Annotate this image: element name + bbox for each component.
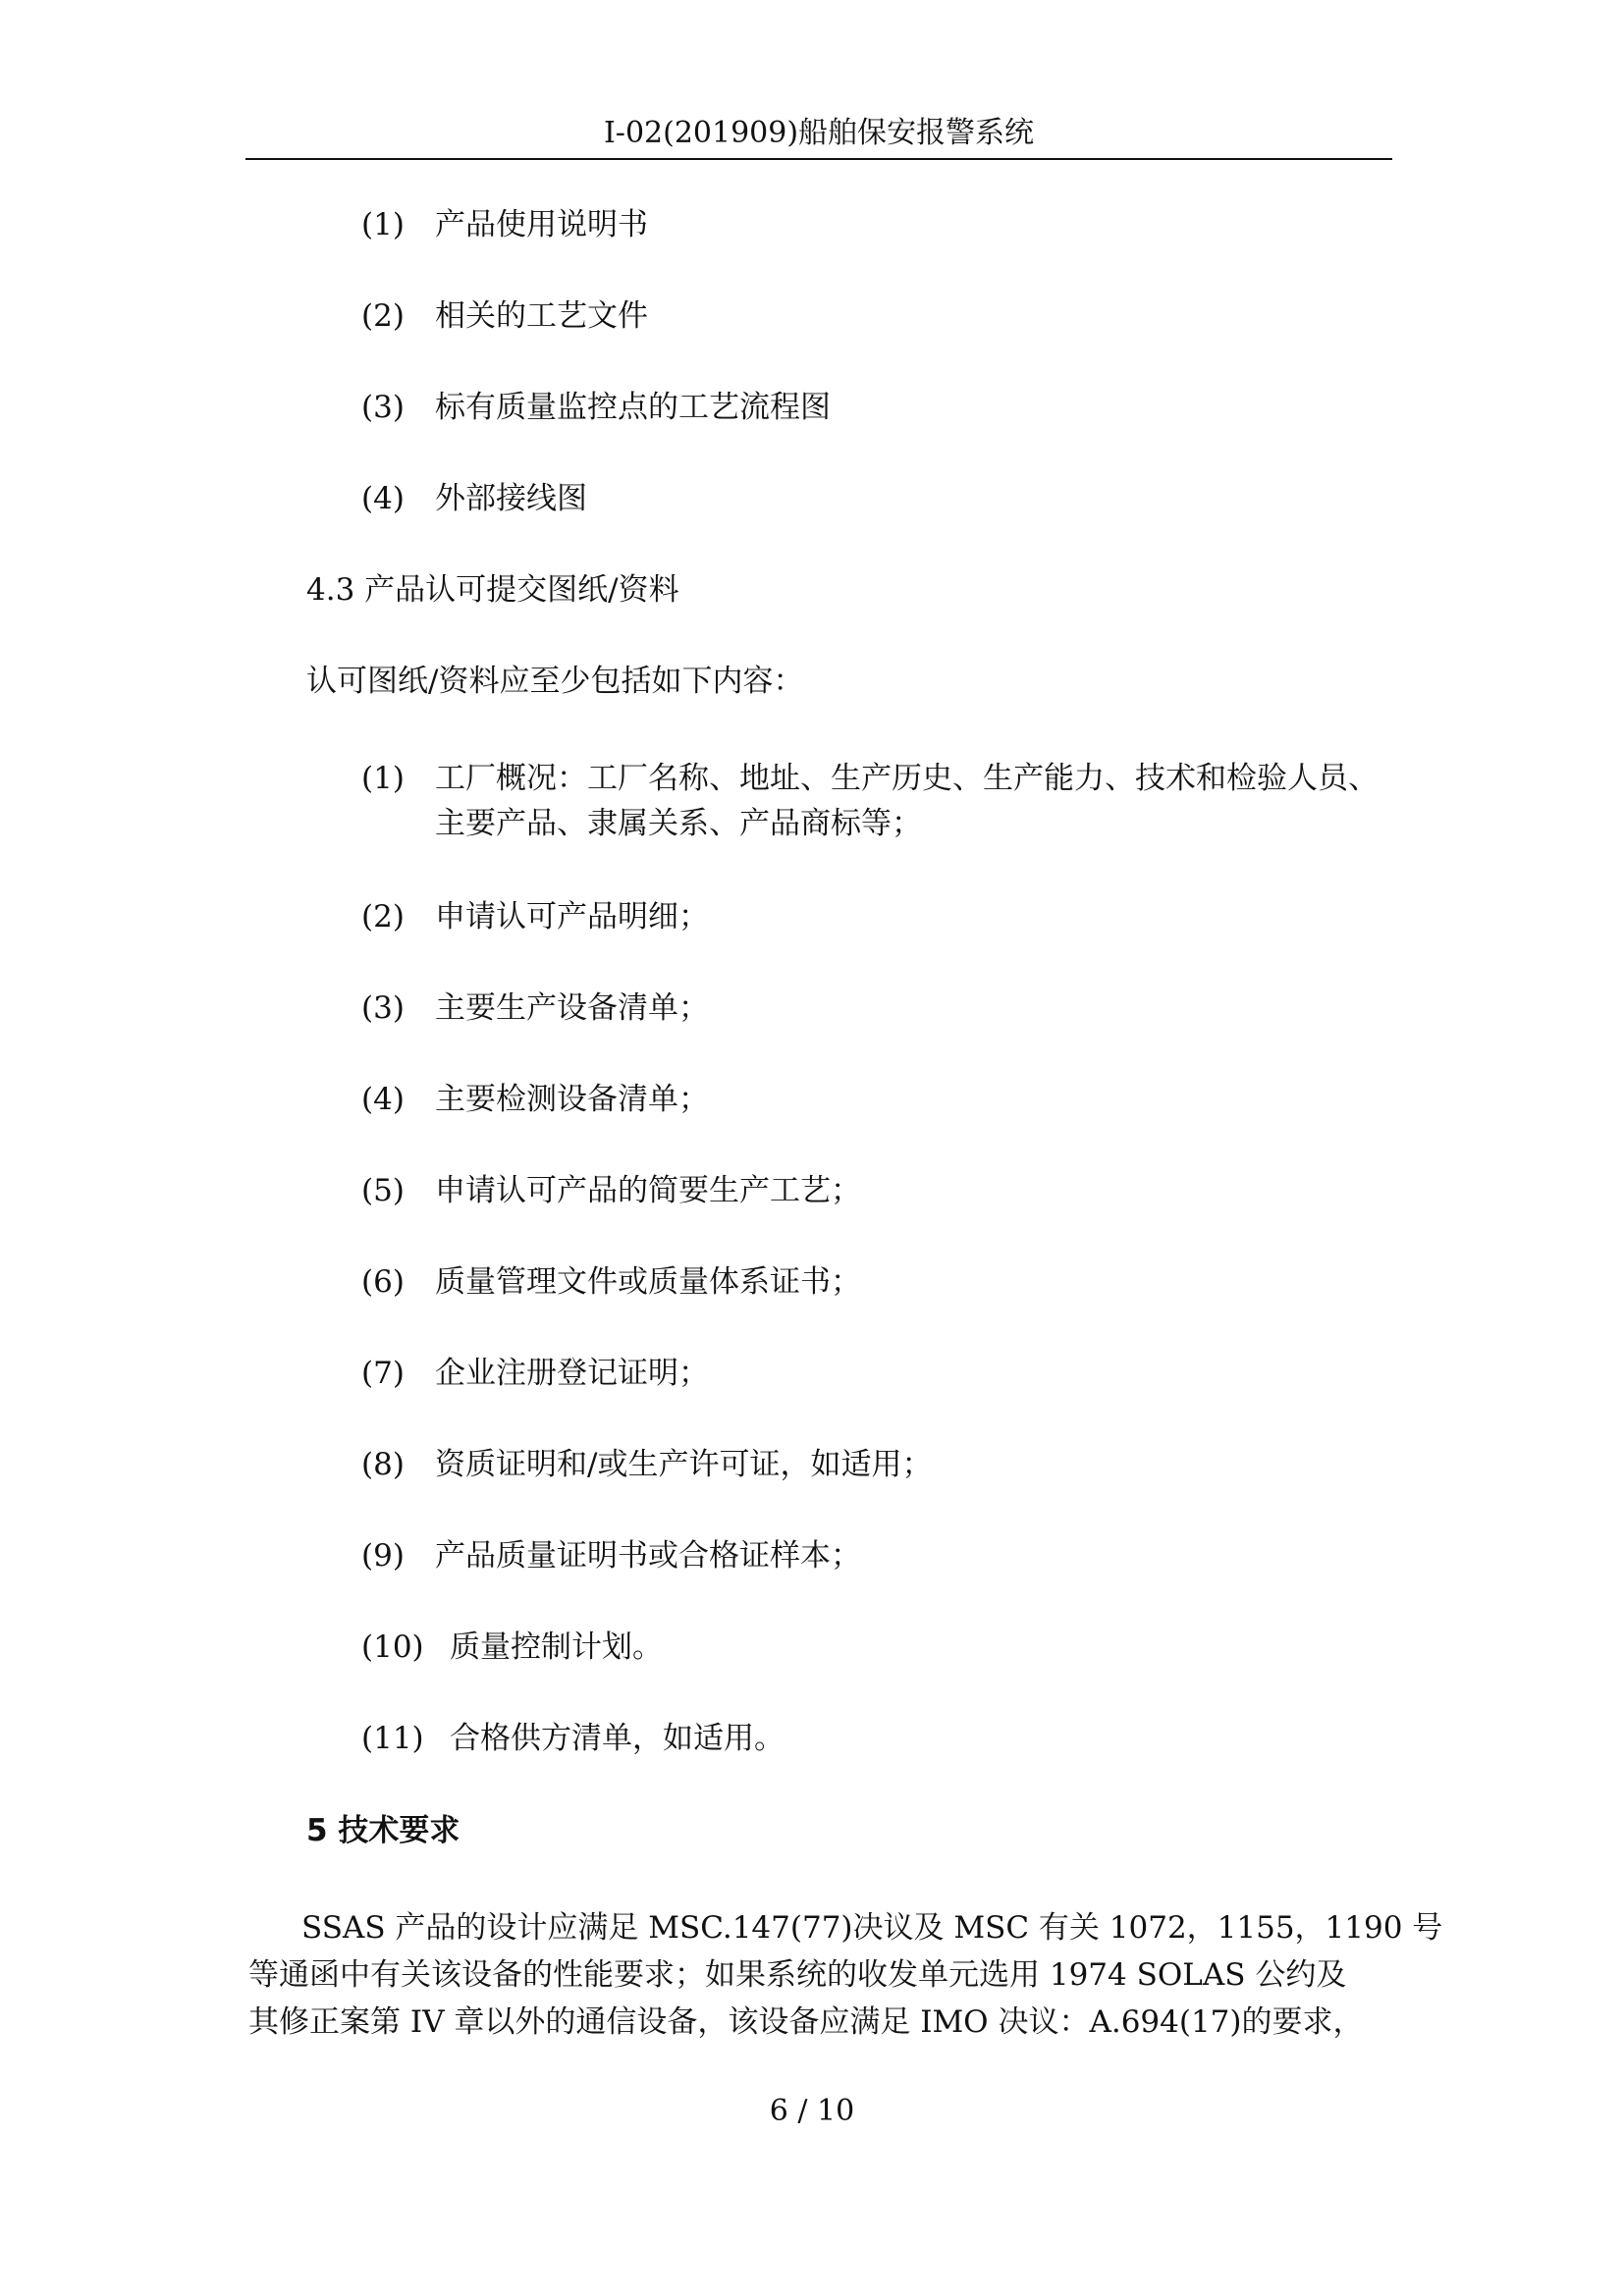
list-item-text: 外部接线图 <box>435 481 587 516</box>
list-item-text: 资质证明和/或生产许可证，如适用； <box>435 1447 933 1482</box>
list-item <box>361 1533 1392 1578</box>
list-item-text: 质量管理文件或质量体系证书； <box>435 1264 861 1300</box>
list-item <box>361 986 1392 1031</box>
list-item <box>361 1351 1392 1396</box>
list-item-text: 企业注册登记证明； <box>435 1356 709 1391</box>
list-item-number: (3) <box>361 390 405 425</box>
list-item-number: (8) <box>361 1447 405 1482</box>
page-number: 6 / 10 <box>769 2094 855 2128</box>
list-item-text: 主要检测设备清单； <box>435 1082 709 1117</box>
list-item-text: 申请认可产品的简要生产工艺； <box>435 1173 861 1208</box>
list-item-number: (3) <box>361 990 405 1026</box>
list-item <box>361 1259 1392 1305</box>
paragraph-line: SSAS 产品的设计应满足 MSC.147(77)决议及 MSC 有关 1072，1155，1190 号 <box>301 1910 1443 1946</box>
list-item-text: 主要生产设备清单； <box>435 990 709 1026</box>
list-item-number: (7) <box>361 1356 405 1391</box>
list-item-number: (10) <box>361 1629 424 1665</box>
list-item-number: (9) <box>361 1538 405 1574</box>
list-item-number: (6) <box>361 1264 405 1300</box>
section-heading-5: 5 技术要求 <box>306 1813 460 1848</box>
list-item <box>361 756 1392 846</box>
list-item-text: 标有质量监控点的工艺流程图 <box>435 390 831 425</box>
list-item-number: (2) <box>361 298 405 334</box>
list-item-text: 申请认可产品明细； <box>435 899 709 934</box>
list-item-text: 合格供方清单，如适用。 <box>450 1721 785 1756</box>
list-item <box>361 294 1392 339</box>
page-header-title: I-02(201909)船舶保安报警系统 <box>603 116 1035 150</box>
section-heading-4-3: 4.3 产品认可提交图纸/资料 <box>306 572 679 608</box>
list-item-text: 工厂概况：工厂名称、地址、生产历史、生产能力、技术和检验人员、主要产品、隶属关系、产品商标等； <box>435 761 1379 841</box>
list-item-text: 产品质量证明书或合格证样本； <box>435 1538 861 1574</box>
header-divider <box>245 158 1392 160</box>
list-item-number: (1) <box>361 207 405 242</box>
list-item-text: 产品使用说明书 <box>435 207 648 242</box>
list-item-number: (11) <box>361 1721 424 1756</box>
list-item-text: 质量控制计划。 <box>450 1629 663 1665</box>
list-item <box>361 1442 1392 1487</box>
technical-requirements-paragraph <box>248 1904 1443 2046</box>
list-item <box>361 1716 1392 1761</box>
list-item-number: (2) <box>361 899 405 934</box>
list-item <box>361 1625 1392 1670</box>
list-item <box>361 385 1392 430</box>
list-item-text: 相关的工艺文件 <box>435 298 648 334</box>
list-item <box>361 202 1392 247</box>
paragraph-line: 其修正案第 IV 章以外的通信设备，该设备应满足 IMO 决议：A.694(17)的要求， <box>248 2004 1364 2040</box>
paragraph-line: 等通函中有关该设备的性能要求；如果系统的收发单元选用 1974 SOLAS 公约及 <box>248 1957 1347 1993</box>
list-item-number: (5) <box>361 1173 405 1208</box>
list-item-number: (1) <box>361 761 405 796</box>
section-intro: 认可图纸/资料应至少包括如下内容： <box>306 664 804 699</box>
list-item-number: (4) <box>361 481 405 516</box>
list-item <box>361 1077 1392 1122</box>
list-item <box>361 894 1392 939</box>
list-item <box>361 476 1392 521</box>
list-item-number: (4) <box>361 1082 405 1117</box>
list-item <box>361 1168 1392 1213</box>
